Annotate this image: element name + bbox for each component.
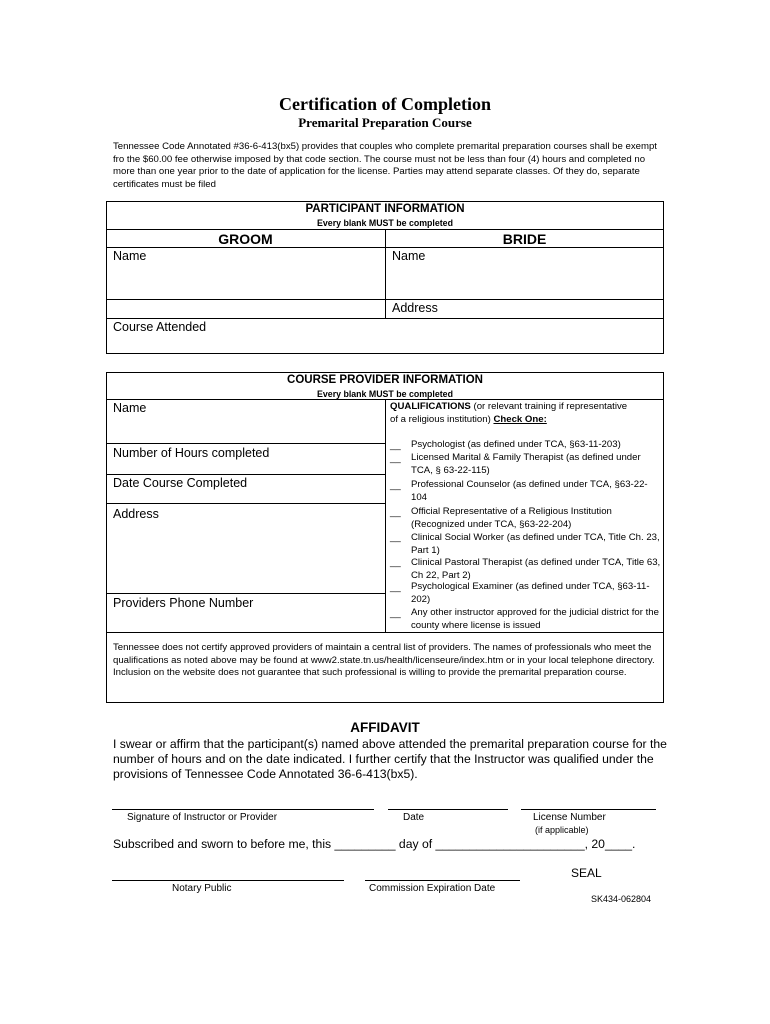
qualification-checkbox[interactable]: __ — [390, 557, 401, 568]
commission-label: Commission Expiration Date — [369, 883, 496, 894]
qualification-checkbox[interactable]: __ — [390, 453, 401, 464]
qualification-psych-examiner: Psychological Examiner (as defined under TCA, §63-11-202) — [411, 581, 650, 605]
bride-address-field[interactable]: Address — [392, 301, 438, 315]
notary-signature-line[interactable] — [112, 880, 344, 881]
divider — [106, 474, 385, 475]
instructor-signature-line[interactable] — [112, 809, 374, 810]
divider — [106, 443, 385, 444]
divider — [106, 318, 664, 319]
provider-note: Every blank MUST be completed — [317, 389, 453, 399]
qualifications-paren-2: of a religious institution) — [390, 413, 491, 425]
bride-heading: BRIDE — [502, 231, 547, 247]
check-one-label: Check One: — [493, 413, 547, 425]
provider-footer-note: Tennessee does not certify approved providers of maintain a central list of providers. The names of professionals who meet the qualifications as noted above may be found at www2.state.tn.us/health/licenseure/index.htm or in your local telephone directory. Inclusion on the website does not guarantee that such professional is willing to provide the premarital preparation course. — [113, 642, 655, 678]
provider-name-field[interactable]: Name — [113, 401, 147, 415]
provider-heading: COURSE PROVIDER INFORMATION — [287, 374, 483, 386]
seal-label: SEAL — [571, 866, 602, 880]
date-label: Date — [403, 812, 425, 823]
hours-completed-field[interactable]: Number of Hours completed — [113, 446, 270, 460]
intro-paragraph: Tennessee Code Annotated #36-6-413(bx5) provides that couples who complete premarital preparation courses shall be exempt fro the $60.00 fee otherwise imposed by that code section. The course must not be less than four (4) hours and completed no more than one year prior to the date of application for the license. Parties may attend separate classes. Of they do, separate certificates must be filed — [113, 141, 657, 190]
column-divider — [385, 399, 386, 632]
license-number-note: (if applicable) — [535, 825, 589, 835]
qualification-psychologist: Psychologist (as defined under TCA, §63-11-203) — [411, 439, 621, 450]
qualification-checkbox[interactable]: __ — [390, 480, 401, 491]
qualifications-label: QUALIFICATIONS — [390, 401, 471, 412]
affidavit-text: I swear or affirm that the participant(s) named above attended the premarital preparation course for the number of hours and on the date indicated. I further certify that the Instructor was qualified under the provisions of Tennessee Code Annotated 36-6-413(bx5). — [113, 737, 667, 781]
participant-heading: PARTICIPANT INFORMATION — [305, 203, 465, 215]
divider — [106, 632, 664, 633]
license-number-label: License Number — [533, 812, 606, 823]
commission-date-line[interactable] — [365, 880, 520, 881]
date-signature-line[interactable] — [388, 809, 508, 810]
divider — [106, 299, 664, 300]
divider — [106, 593, 385, 594]
column-divider — [385, 229, 386, 319]
bride-name-field[interactable]: Name — [392, 249, 426, 263]
qualification-family-therapist: Licensed Marital & Family Therapist (as defined under TCA, § 63-22-115) — [411, 452, 641, 476]
qualification-religious-rep: Official Representative of a Religious Institution (Recognized under TCA, §63-22-204) — [411, 506, 612, 530]
provider-address-field[interactable]: Address — [113, 507, 159, 521]
notary-label: Notary Public — [172, 883, 232, 894]
qualification-checkbox[interactable]: __ — [390, 507, 401, 518]
course-attended-field[interactable]: Course Attended — [113, 320, 207, 334]
form-subtitle: Premarital Preparation Course — [298, 115, 472, 130]
qualification-checkbox[interactable]: __ — [390, 608, 401, 619]
qualification-checkbox[interactable]: __ — [390, 532, 401, 543]
license-number-line[interactable] — [521, 809, 656, 810]
form-id: SK434-062804 — [591, 894, 652, 904]
participant-note: Every blank MUST be completed — [317, 218, 453, 228]
date-completed-field[interactable]: Date Course Completed — [113, 476, 248, 490]
instructor-signature-label: Signature of Instructor or Provider — [127, 812, 278, 823]
qualification-social-worker: Clinical Social Worker (as defined under TCA, Title Ch. 23, Part 1) — [411, 532, 660, 556]
qualification-counselor: Professional Counselor (as defined under TCA, §63-22-104 — [411, 479, 648, 503]
qualification-other-instructor: Any other instructor approved for the judicial district for the county where license is issued — [411, 607, 659, 631]
affidavit-heading: AFFIDAVIT — [350, 720, 420, 735]
qualification-checkbox[interactable]: __ — [390, 582, 401, 593]
form-title: Certification of Completion — [279, 94, 491, 114]
divider — [106, 503, 385, 504]
groom-name-field[interactable]: Name — [113, 249, 147, 263]
provider-phone-field[interactable]: Providers Phone Number — [113, 596, 254, 610]
qualifications-heading — [390, 401, 660, 426]
qualification-checkbox[interactable]: __ — [390, 440, 401, 451]
sworn-statement[interactable]: Subscribed and sworn to before me, this _________ day of ______________________, 20____. — [113, 837, 636, 851]
groom-heading: GROOM — [218, 231, 273, 247]
qualifications-paren-1: (or relevant training if representative — [473, 401, 628, 412]
qualification-pastoral-therapist: Clinical Pastoral Therapist (as defined under TCA, Title 63, Ch 22, Part 2) — [411, 557, 661, 581]
